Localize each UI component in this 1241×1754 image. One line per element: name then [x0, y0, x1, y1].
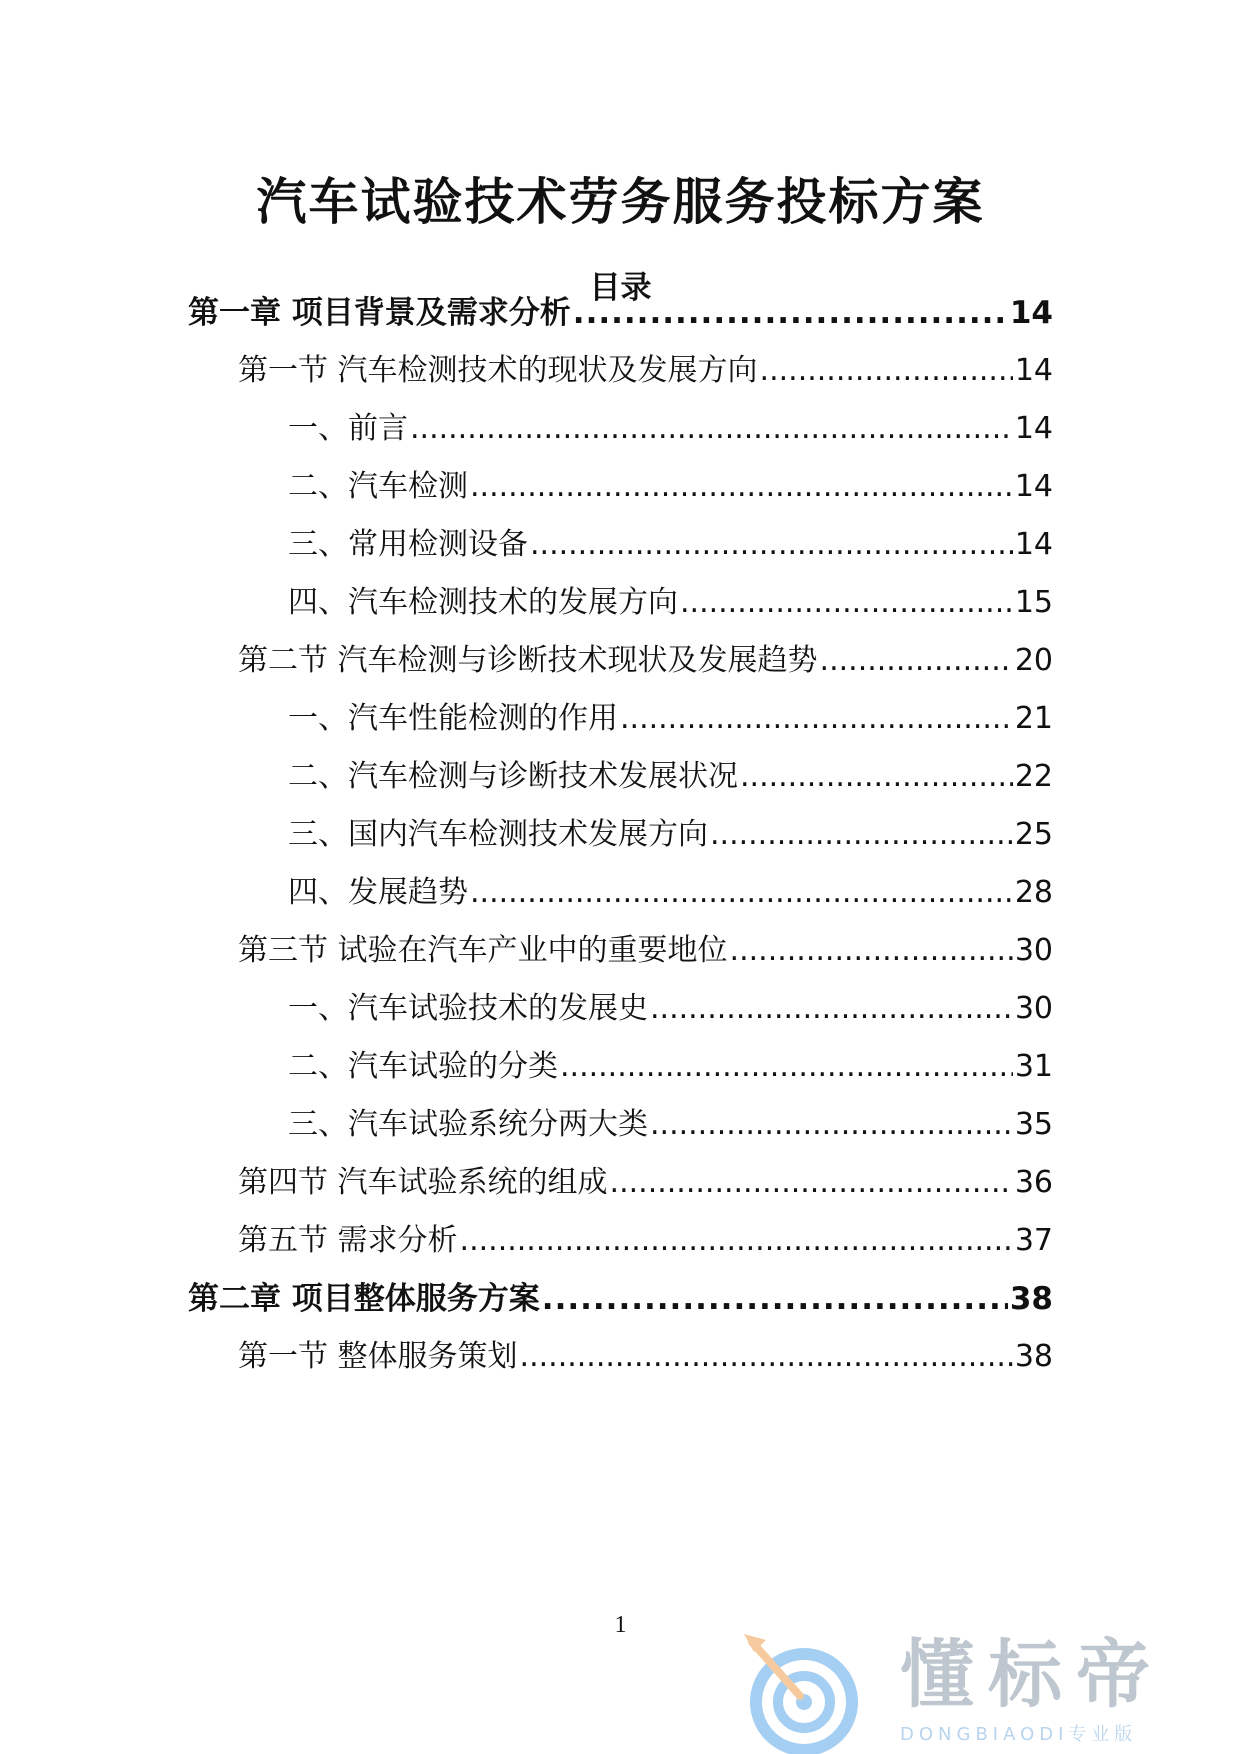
- toc-entry-subsection[interactable]: [288, 754, 1053, 800]
- toc-entry-subsection[interactable]: [288, 464, 1053, 510]
- brand-watermark: [742, 1630, 1232, 1754]
- toc-entry-page: 28: [1014, 875, 1053, 910]
- toc-leader-dots: [710, 812, 1013, 858]
- toc-entry-subsection[interactable]: [288, 1044, 1053, 1090]
- toc-entry-label: 三、常用检测设备: [288, 527, 528, 562]
- toc-entry-label: 二、汽车检测与诊断技术发展状况: [288, 759, 738, 794]
- watermark-brand: 懂标帝: [900, 1632, 1164, 1718]
- toc-leader-dots: [470, 870, 1013, 916]
- toc-leader-dots: [730, 928, 1013, 974]
- toc-entry-page: 15: [1014, 585, 1053, 620]
- toc-entry-page: 14: [1014, 353, 1053, 388]
- toc-entry-page: 35: [1014, 1107, 1053, 1142]
- toc-entry-chapter-2[interactable]: [188, 1276, 1053, 1322]
- toc-entry-page: 21: [1014, 701, 1053, 736]
- toc-leader-dots: [530, 522, 1013, 568]
- page-number: 1: [614, 1612, 627, 1638]
- toc-entry-label: 四、汽车检测技术的发展方向: [288, 585, 678, 620]
- toc-entry-label: 第二章 项目整体服务方案: [188, 1281, 540, 1317]
- toc-entry-label: 二、汽车检测: [288, 469, 468, 504]
- toc-entry-chapter-1[interactable]: [188, 290, 1053, 336]
- toc-entry-label: 三、国内汽车检测技术发展方向: [288, 817, 708, 852]
- toc-entry-page: 36: [1014, 1165, 1053, 1200]
- toc-entry-section[interactable]: [238, 1160, 1053, 1206]
- toc-entry-label: 一、前言: [288, 411, 408, 446]
- toc-entry-label: 一、汽车性能检测的作用: [288, 701, 618, 736]
- toc-entry-page: 14: [1014, 411, 1053, 446]
- toc-entry-page: 25: [1014, 817, 1053, 852]
- toc-entry-subsection[interactable]: [288, 522, 1053, 568]
- toc-entry-page: 38: [1014, 1339, 1053, 1374]
- toc-entry-subsection[interactable]: [288, 986, 1053, 1032]
- toc-entry-page: 38: [1009, 1281, 1053, 1317]
- toc-leader-dots: [610, 1160, 1013, 1206]
- toc-entry-label: 三、汽车试验系统分两大类: [288, 1107, 648, 1142]
- toc-entry-label: 二、汽车试验的分类: [288, 1049, 558, 1084]
- toc-entry-page: 14: [1009, 295, 1053, 331]
- toc-entry-label: 第一节 整体服务策划: [238, 1339, 518, 1374]
- toc-leader-dots: [560, 1044, 1013, 1090]
- toc-entry-subsection[interactable]: [288, 812, 1053, 858]
- toc-entry-label: 第一节 汽车检测技术的现状及发展方向: [238, 353, 758, 388]
- toc-entry-label: 第五节 需求分析: [238, 1223, 458, 1258]
- toc-leader-dots: [820, 638, 1013, 684]
- toc-entry-page: 14: [1014, 469, 1053, 504]
- toc-entry-label: 第二节 汽车检测与诊断技术现状及发展趋势: [238, 643, 818, 678]
- toc-entry-page: 22: [1014, 759, 1053, 794]
- toc-entry-label: 一、汽车试验技术的发展史: [288, 991, 648, 1026]
- toc-leader-dots: [620, 696, 1013, 742]
- toc-leader-dots: [520, 1334, 1013, 1380]
- toc-leader-dots: [470, 464, 1013, 510]
- toc-entry-page: 30: [1014, 933, 1053, 968]
- toc-entry-subsection[interactable]: [288, 406, 1053, 452]
- toc-entry-page: 30: [1014, 991, 1053, 1026]
- toc-entry-subsection[interactable]: [288, 580, 1053, 626]
- toc-entry-label: 第三节 试验在汽车产业中的重要地位: [238, 933, 728, 968]
- toc-leader-dots: [542, 1276, 1008, 1322]
- toc-entry-section[interactable]: [238, 928, 1053, 974]
- toc-leader-dots: [740, 754, 1013, 800]
- toc-leader-dots: [460, 1218, 1013, 1264]
- toc-entry-subsection[interactable]: [288, 1102, 1053, 1148]
- toc-leader-dots: [410, 406, 1013, 452]
- toc-entry-page: 20: [1014, 643, 1053, 678]
- toc-entry-section[interactable]: [238, 348, 1053, 394]
- toc-entry-section[interactable]: [238, 1334, 1053, 1380]
- toc-leader-dots: [650, 986, 1013, 1032]
- toc-leader-dots: [573, 290, 1008, 336]
- toc-leader-dots: [680, 580, 1013, 626]
- toc-entry-page: 14: [1014, 527, 1053, 562]
- toc-leader-dots: [650, 1102, 1013, 1148]
- toc-entry-page: 37: [1014, 1223, 1053, 1258]
- document-title: 汽车试验技术劳务服务投标方案: [256, 173, 985, 231]
- toc-entry-subsection[interactable]: [288, 696, 1053, 742]
- toc-entry-label: 四、发展趋势: [288, 875, 468, 910]
- watermark-subtitle: DONGBIAODI专业版: [900, 1724, 1138, 1745]
- toc-entry-subsection[interactable]: [288, 870, 1053, 916]
- toc-heading: 目录: [589, 270, 652, 306]
- toc-entry-section[interactable]: [238, 638, 1053, 684]
- toc-entry-section[interactable]: [238, 1218, 1053, 1264]
- toc-entry-label: 第一章 项目背景及需求分析: [188, 295, 571, 331]
- target-arrow-icon: [742, 1630, 872, 1754]
- toc-entry-page: 31: [1014, 1049, 1053, 1084]
- toc-entry-label: 第四节 汽车试验系统的组成: [238, 1165, 608, 1200]
- toc-leader-dots: [760, 348, 1013, 394]
